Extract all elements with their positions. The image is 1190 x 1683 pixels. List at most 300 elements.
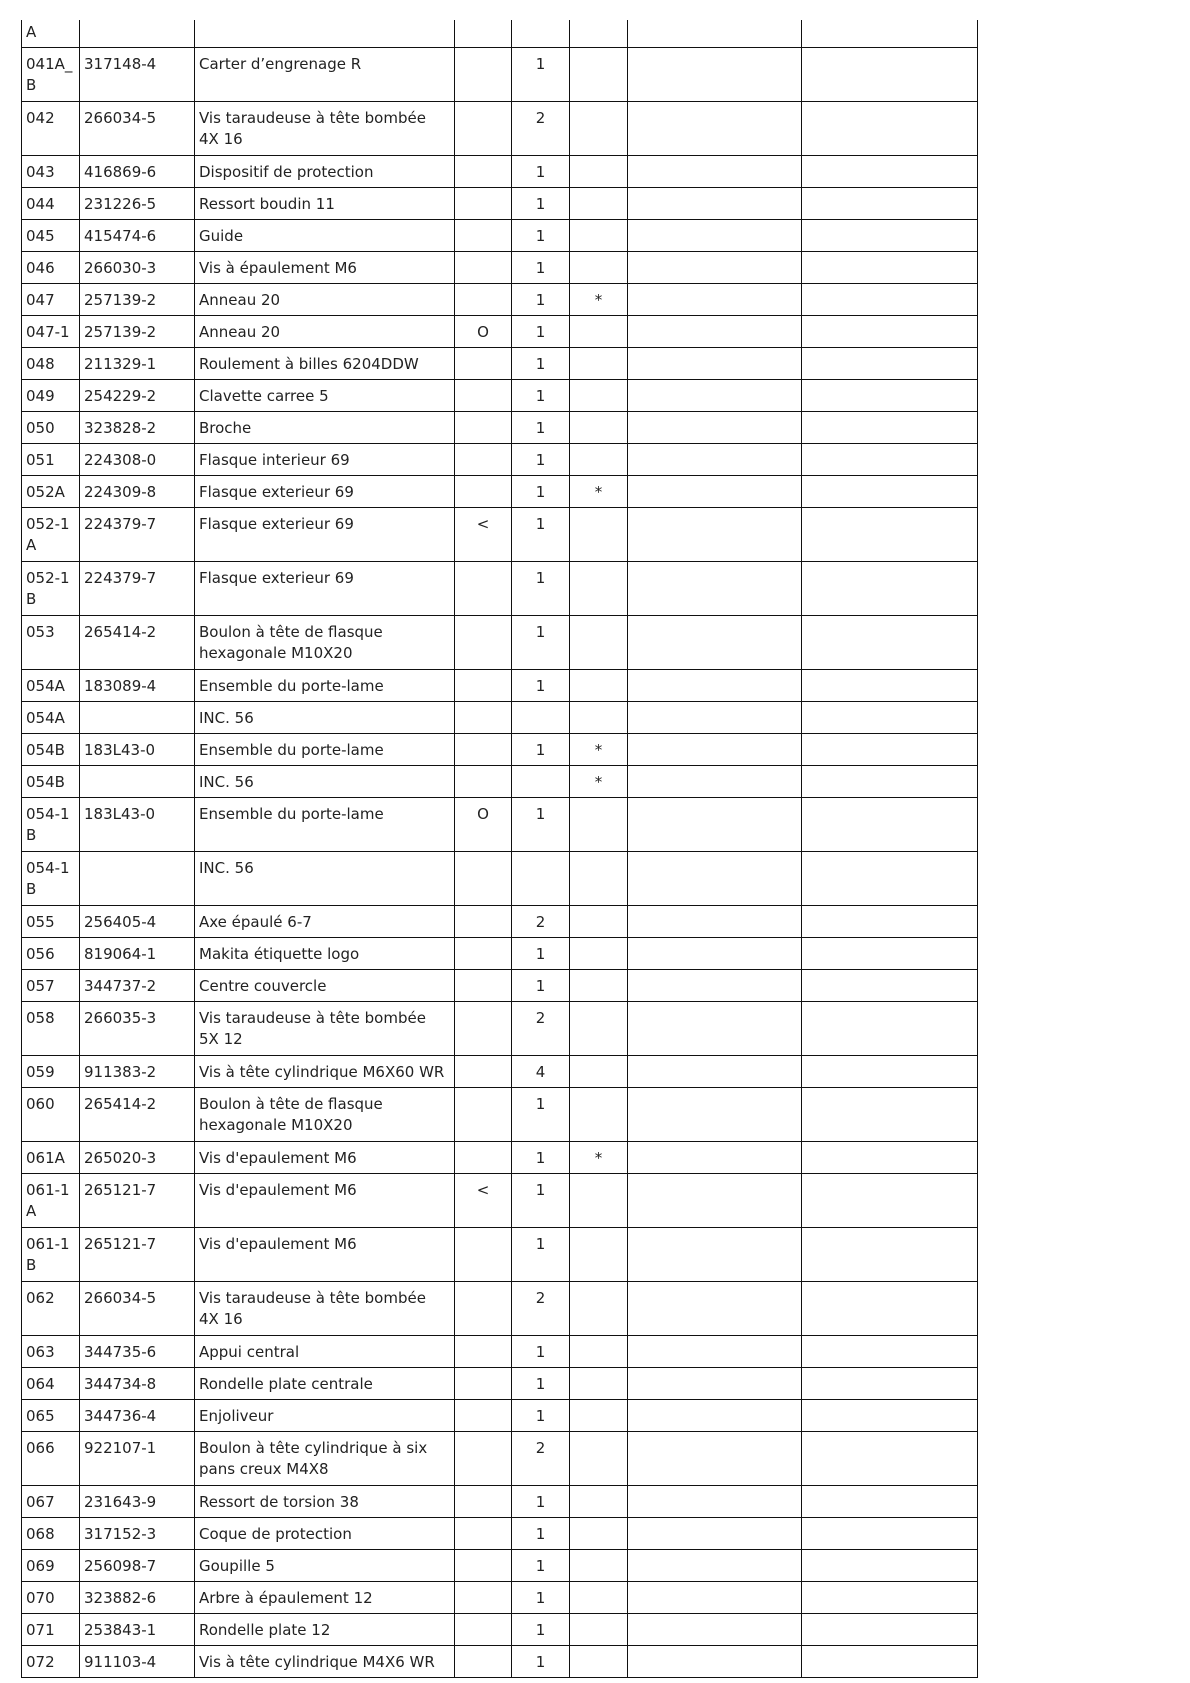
cell-extra-1 — [628, 316, 802, 348]
cell-quantity: 1 — [512, 1368, 570, 1400]
cell-extra-1 — [628, 670, 802, 702]
cell-extra-1 — [628, 852, 802, 906]
cell-ref-no: 047 — [22, 284, 80, 316]
cell-note — [455, 938, 512, 970]
cell-ref-no: 066 — [22, 1432, 80, 1486]
cell-ref-no: 043 — [22, 156, 80, 188]
cell-part-no: 819064-1 — [80, 938, 195, 970]
cell-extra-1 — [628, 1002, 802, 1056]
cell-mark — [570, 1174, 628, 1228]
cell-description: Arbre à épaulement 12 — [195, 1582, 455, 1614]
cell-part-no: 266034-5 — [80, 1282, 195, 1336]
cell-note: O — [455, 798, 512, 852]
cell-description: Flasque exterieur 69 — [195, 508, 455, 562]
cell-extra-2 — [802, 380, 978, 412]
cell-mark — [570, 1400, 628, 1432]
cell-ref-no: A — [22, 20, 80, 48]
cell-mark — [570, 444, 628, 476]
cell-quantity: 1 — [512, 1142, 570, 1174]
cell-quantity: 1 — [512, 1228, 570, 1282]
cell-extra-1 — [628, 102, 802, 156]
cell-ref-no: 041A_B — [22, 48, 80, 102]
cell-extra-2 — [802, 1432, 978, 1486]
cell-note — [455, 1518, 512, 1550]
cell-description: Anneau 20 — [195, 284, 455, 316]
cell-extra-1 — [628, 562, 802, 616]
cell-extra-2 — [802, 20, 978, 48]
cell-description: Roulement à billes 6204DDW — [195, 348, 455, 380]
cell-description: Broche — [195, 412, 455, 444]
cell-extra-2 — [802, 670, 978, 702]
cell-part-no: 911383-2 — [80, 1056, 195, 1088]
cell-extra-2 — [802, 562, 978, 616]
cell-mark — [570, 670, 628, 702]
cell-mark: * — [570, 766, 628, 798]
table-row — [22, 702, 978, 734]
cell-extra-1 — [628, 1088, 802, 1142]
cell-mark — [570, 1518, 628, 1550]
cell-mark — [570, 1088, 628, 1142]
cell-part-no: 254229-2 — [80, 380, 195, 412]
cell-note — [455, 1550, 512, 1582]
cell-part-no: 344735-6 — [80, 1336, 195, 1368]
cell-extra-1 — [628, 798, 802, 852]
cell-mark — [570, 348, 628, 380]
cell-note — [455, 852, 512, 906]
cell-part-no: 183089-4 — [80, 670, 195, 702]
cell-part-no: 344736-4 — [80, 1400, 195, 1432]
cell-note — [455, 1002, 512, 1056]
cell-extra-2 — [802, 1336, 978, 1368]
cell-extra-1 — [628, 1056, 802, 1088]
cell-description: Ressort boudin 11 — [195, 188, 455, 220]
cell-quantity: 1 — [512, 444, 570, 476]
cell-ref-no: 054B — [22, 734, 80, 766]
cell-description: Flasque interieur 69 — [195, 444, 455, 476]
cell-note: < — [455, 508, 512, 562]
cell-part-no: 415474-6 — [80, 220, 195, 252]
cell-description: Ensemble du porte-lame — [195, 670, 455, 702]
cell-mark: * — [570, 476, 628, 508]
cell-note — [455, 1646, 512, 1678]
cell-extra-2 — [802, 220, 978, 252]
cell-ref-no: 071 — [22, 1614, 80, 1646]
cell-ref-no: 065 — [22, 1400, 80, 1432]
cell-note — [455, 1368, 512, 1400]
cell-note — [455, 1582, 512, 1614]
cell-extra-2 — [802, 316, 978, 348]
table-row — [22, 102, 978, 156]
cell-part-no: 211329-1 — [80, 348, 195, 380]
cell-note — [455, 1282, 512, 1336]
cell-ref-no: 060 — [22, 1088, 80, 1142]
cell-part-no: 256098-7 — [80, 1550, 195, 1582]
cell-ref-no: 052-1B — [22, 562, 80, 616]
cell-description: Guide — [195, 220, 455, 252]
cell-part-no: 265414-2 — [80, 1088, 195, 1142]
cell-part-no: 265020-3 — [80, 1142, 195, 1174]
cell-part-no: 265121-7 — [80, 1228, 195, 1282]
table-row — [22, 380, 978, 412]
cell-mark — [570, 1550, 628, 1582]
cell-note — [455, 702, 512, 734]
cell-ref-no: 064 — [22, 1368, 80, 1400]
cell-extra-2 — [802, 444, 978, 476]
cell-extra-2 — [802, 1088, 978, 1142]
cell-description — [195, 20, 455, 48]
cell-ref-no: 051 — [22, 444, 80, 476]
cell-mark — [570, 188, 628, 220]
cell-note — [455, 970, 512, 1002]
cell-quantity — [512, 766, 570, 798]
cell-ref-no: 052A — [22, 476, 80, 508]
cell-ref-no: 063 — [22, 1336, 80, 1368]
cell-part-no: 224379-7 — [80, 508, 195, 562]
cell-mark — [570, 852, 628, 906]
cell-extra-2 — [802, 616, 978, 670]
cell-note — [455, 1432, 512, 1486]
table-row — [22, 20, 978, 48]
cell-note — [455, 20, 512, 48]
cell-extra-2 — [802, 412, 978, 444]
table-row — [22, 734, 978, 766]
cell-part-no — [80, 20, 195, 48]
cell-ref-no: 072 — [22, 1646, 80, 1678]
cell-extra-1 — [628, 1174, 802, 1228]
cell-quantity: 2 — [512, 1432, 570, 1486]
cell-description: Vis taraudeuse à tête bombée 4X 16 — [195, 1282, 455, 1336]
cell-mark — [570, 970, 628, 1002]
cell-extra-2 — [802, 702, 978, 734]
cell-ref-no: 056 — [22, 938, 80, 970]
cell-mark — [570, 938, 628, 970]
cell-extra-2 — [802, 1282, 978, 1336]
table-row — [22, 1002, 978, 1056]
cell-quantity: 1 — [512, 284, 570, 316]
cell-extra-1 — [628, 1614, 802, 1646]
cell-description: Enjoliveur — [195, 1400, 455, 1432]
parts-table-body — [22, 20, 978, 1678]
cell-quantity: 1 — [512, 970, 570, 1002]
cell-description: Rondelle plate 12 — [195, 1614, 455, 1646]
cell-part-no: 911103-4 — [80, 1646, 195, 1678]
cell-extra-2 — [802, 1400, 978, 1432]
cell-mark — [570, 20, 628, 48]
cell-part-no: 253843-1 — [80, 1614, 195, 1646]
cell-extra-1 — [628, 252, 802, 284]
cell-description: Rondelle plate centrale — [195, 1368, 455, 1400]
cell-quantity: 1 — [512, 1400, 570, 1432]
cell-note: < — [455, 1174, 512, 1228]
table-row — [22, 1646, 978, 1678]
cell-part-no: 416869-6 — [80, 156, 195, 188]
cell-extra-2 — [802, 1486, 978, 1518]
cell-description: Boulon à tête de flasque hexagonale M10X20 — [195, 616, 455, 670]
cell-description: INC. 56 — [195, 766, 455, 798]
cell-part-no: 265414-2 — [80, 616, 195, 670]
cell-extra-2 — [802, 1646, 978, 1678]
cell-extra-1 — [628, 1400, 802, 1432]
cell-ref-no: 062 — [22, 1282, 80, 1336]
cell-extra-1 — [628, 348, 802, 380]
cell-ref-no: 061A — [22, 1142, 80, 1174]
table-row — [22, 444, 978, 476]
cell-note — [455, 48, 512, 102]
table-row — [22, 1174, 978, 1228]
cell-extra-2 — [802, 102, 978, 156]
cell-note — [455, 284, 512, 316]
cell-quantity: 2 — [512, 906, 570, 938]
cell-mark — [570, 1582, 628, 1614]
cell-mark: * — [570, 284, 628, 316]
table-row — [22, 1518, 978, 1550]
table-row — [22, 412, 978, 444]
cell-mark — [570, 252, 628, 284]
cell-part-no: 317148-4 — [80, 48, 195, 102]
cell-description: Ensemble du porte-lame — [195, 734, 455, 766]
cell-extra-1 — [628, 938, 802, 970]
cell-extra-1 — [628, 156, 802, 188]
table-row — [22, 616, 978, 670]
cell-note — [455, 444, 512, 476]
cell-description: Vis d'epaulement M6 — [195, 1142, 455, 1174]
cell-description: Carter d’engrenage R — [195, 48, 455, 102]
cell-mark — [570, 316, 628, 348]
cell-extra-1 — [628, 766, 802, 798]
cell-ref-no: 054A — [22, 702, 80, 734]
cell-note — [455, 252, 512, 284]
table-row — [22, 766, 978, 798]
cell-extra-1 — [628, 906, 802, 938]
cell-ref-no: 054B — [22, 766, 80, 798]
cell-quantity: 1 — [512, 1336, 570, 1368]
cell-ref-no: 068 — [22, 1518, 80, 1550]
cell-description: Flasque exterieur 69 — [195, 562, 455, 616]
cell-ref-no: 042 — [22, 102, 80, 156]
cell-extra-2 — [802, 1550, 978, 1582]
cell-quantity: 4 — [512, 1056, 570, 1088]
cell-extra-2 — [802, 48, 978, 102]
cell-quantity: 1 — [512, 48, 570, 102]
cell-mark — [570, 798, 628, 852]
cell-ref-no: 057 — [22, 970, 80, 1002]
table-row — [22, 508, 978, 562]
cell-quantity: 1 — [512, 476, 570, 508]
cell-quantity — [512, 852, 570, 906]
table-row — [22, 670, 978, 702]
cell-extra-2 — [802, 798, 978, 852]
cell-part-no: 323828-2 — [80, 412, 195, 444]
cell-extra-2 — [802, 1056, 978, 1088]
cell-mark: * — [570, 734, 628, 766]
cell-note — [455, 156, 512, 188]
cell-mark — [570, 1432, 628, 1486]
cell-note — [455, 220, 512, 252]
cell-quantity: 1 — [512, 1614, 570, 1646]
cell-extra-2 — [802, 766, 978, 798]
cell-ref-no: 052-1A — [22, 508, 80, 562]
cell-description: Axe épaulé 6-7 — [195, 906, 455, 938]
cell-ref-no: 067 — [22, 1486, 80, 1518]
cell-quantity: 2 — [512, 1282, 570, 1336]
cell-part-no: 266034-5 — [80, 102, 195, 156]
cell-note — [455, 1336, 512, 1368]
table-row — [22, 48, 978, 102]
cell-part-no: 922107-1 — [80, 1432, 195, 1486]
cell-part-no: 266030-3 — [80, 252, 195, 284]
table-row — [22, 970, 978, 1002]
cell-ref-no: 044 — [22, 188, 80, 220]
cell-part-no — [80, 702, 195, 734]
cell-mark — [570, 1614, 628, 1646]
cell-extra-1 — [628, 1282, 802, 1336]
cell-part-no — [80, 852, 195, 906]
cell-quantity: 1 — [512, 670, 570, 702]
cell-extra-1 — [628, 734, 802, 766]
cell-part-no: 266035-3 — [80, 1002, 195, 1056]
cell-part-no: 265121-7 — [80, 1174, 195, 1228]
cell-part-no: 256405-4 — [80, 906, 195, 938]
table-row — [22, 188, 978, 220]
cell-extra-1 — [628, 476, 802, 508]
cell-extra-1 — [628, 284, 802, 316]
cell-note — [455, 476, 512, 508]
cell-extra-2 — [802, 906, 978, 938]
cell-description: Coque de protection — [195, 1518, 455, 1550]
cell-note — [455, 188, 512, 220]
cell-ref-no: 049 — [22, 380, 80, 412]
cell-mark — [570, 1646, 628, 1678]
cell-note — [455, 412, 512, 444]
table-row — [22, 252, 978, 284]
cell-quantity: 1 — [512, 316, 570, 348]
cell-quantity: 2 — [512, 102, 570, 156]
cell-extra-1 — [628, 508, 802, 562]
cell-description: Boulon à tête de flasque hexagonale M10X20 — [195, 1088, 455, 1142]
cell-ref-no: 059 — [22, 1056, 80, 1088]
cell-mark — [570, 1056, 628, 1088]
table-row — [22, 938, 978, 970]
cell-extra-1 — [628, 1582, 802, 1614]
table-row — [22, 1550, 978, 1582]
cell-quantity: 1 — [512, 412, 570, 444]
cell-quantity: 1 — [512, 798, 570, 852]
cell-extra-1 — [628, 48, 802, 102]
cell-note — [455, 1142, 512, 1174]
cell-quantity: 1 — [512, 220, 570, 252]
cell-part-no: 344737-2 — [80, 970, 195, 1002]
cell-part-no: 224379-7 — [80, 562, 195, 616]
cell-note — [455, 906, 512, 938]
cell-part-no: 183L43-0 — [80, 798, 195, 852]
cell-note — [455, 1088, 512, 1142]
cell-quantity: 1 — [512, 348, 570, 380]
cell-note — [455, 380, 512, 412]
cell-quantity: 1 — [512, 1174, 570, 1228]
cell-description: Vis à épaulement M6 — [195, 252, 455, 284]
cell-part-no: 231226-5 — [80, 188, 195, 220]
cell-note — [455, 1486, 512, 1518]
cell-note — [455, 734, 512, 766]
cell-ref-no: 046 — [22, 252, 80, 284]
cell-ref-no: 070 — [22, 1582, 80, 1614]
cell-quantity: 1 — [512, 380, 570, 412]
cell-note — [455, 348, 512, 380]
cell-ref-no: 054-1B — [22, 852, 80, 906]
table-row — [22, 906, 978, 938]
table-row — [22, 1056, 978, 1088]
cell-ref-no: 045 — [22, 220, 80, 252]
table-row — [22, 1614, 978, 1646]
cell-quantity: 1 — [512, 252, 570, 284]
cell-quantity: 1 — [512, 188, 570, 220]
cell-extra-2 — [802, 188, 978, 220]
cell-mark — [570, 1228, 628, 1282]
cell-extra-2 — [802, 1142, 978, 1174]
cell-note — [455, 766, 512, 798]
cell-extra-1 — [628, 444, 802, 476]
cell-description: Centre couvercle — [195, 970, 455, 1002]
table-row — [22, 316, 978, 348]
cell-quantity: 1 — [512, 1646, 570, 1678]
cell-part-no: 344734-8 — [80, 1368, 195, 1400]
cell-extra-2 — [802, 476, 978, 508]
table-row — [22, 1282, 978, 1336]
cell-quantity: 1 — [512, 562, 570, 616]
cell-description: Goupille 5 — [195, 1550, 455, 1582]
cell-mark — [570, 1282, 628, 1336]
cell-description: Vis à tête cylindrique M6X60 WR — [195, 1056, 455, 1088]
cell-quantity: 1 — [512, 1550, 570, 1582]
cell-extra-1 — [628, 1486, 802, 1518]
cell-extra-2 — [802, 508, 978, 562]
cell-ref-no: 050 — [22, 412, 80, 444]
cell-extra-2 — [802, 970, 978, 1002]
cell-description: Vis d'epaulement M6 — [195, 1174, 455, 1228]
table-row — [22, 156, 978, 188]
cell-mark — [570, 102, 628, 156]
cell-extra-2 — [802, 1582, 978, 1614]
cell-mark — [570, 412, 628, 444]
cell-description: Vis à tête cylindrique M4X6 WR — [195, 1646, 455, 1678]
cell-extra-1 — [628, 970, 802, 1002]
cell-note — [455, 102, 512, 156]
table-row — [22, 476, 978, 508]
cell-ref-no: 053 — [22, 616, 80, 670]
table-row — [22, 798, 978, 852]
cell-description: Vis taraudeuse à tête bombée 5X 12 — [195, 1002, 455, 1056]
cell-quantity: 1 — [512, 156, 570, 188]
table-row — [22, 1142, 978, 1174]
cell-extra-1 — [628, 1432, 802, 1486]
cell-quantity — [512, 702, 570, 734]
cell-ref-no: 055 — [22, 906, 80, 938]
cell-extra-2 — [802, 1614, 978, 1646]
cell-extra-1 — [628, 1550, 802, 1582]
cell-description: INC. 56 — [195, 702, 455, 734]
cell-extra-2 — [802, 348, 978, 380]
table-row — [22, 284, 978, 316]
cell-ref-no: 048 — [22, 348, 80, 380]
cell-ref-no: 047-1 — [22, 316, 80, 348]
cell-quantity — [512, 20, 570, 48]
cell-mark — [570, 380, 628, 412]
cell-ref-no: 069 — [22, 1550, 80, 1582]
cell-part-no: 323882-6 — [80, 1582, 195, 1614]
cell-ref-no: 061-1B — [22, 1228, 80, 1282]
table-row — [22, 1432, 978, 1486]
cell-description: Dispositif de protection — [195, 156, 455, 188]
